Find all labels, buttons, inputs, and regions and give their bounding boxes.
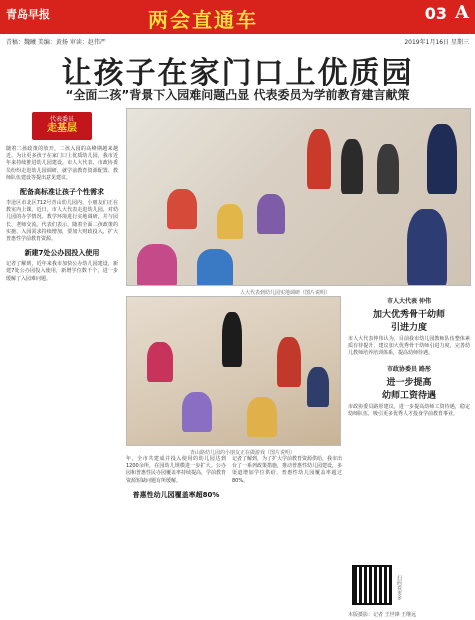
section-heading-3: 普惠性幼儿园覆盖率超80%	[132, 490, 220, 499]
sidebar-kicker-2: 市政协委员 路彤	[386, 365, 432, 373]
sidebar-heading-1b: 引进力度	[390, 323, 427, 333]
section2-text: 记者了解到，近年来我市加快公办幼儿园建设，新建7处公办园投入使用，新增学位数千个，进一步缓解了入园难问题。	[6, 261, 118, 282]
secondary-photo-caption: 青山路幼儿园的小朋友正在做游戏（图片说明）	[190, 450, 296, 456]
section-heading-1: 配备高标准让孩子个性需求	[20, 188, 104, 197]
mid-text-1: 年，全市共建成并投入使用的幼儿园达到1200余所，在园幼儿规模进一步扩大。公办园和普惠性民办园覆盖率持续提高，学前教育资源短缺问题有所缓解。	[126, 456, 227, 484]
photo-credits: 本版摄影：记者 王世锋 王继远	[348, 612, 417, 618]
page-letter: A	[455, 2, 469, 23]
sidebar-text-1: 市人大代表仲伟认为，目前我市幼儿园教师队伍整体素质有待提升，建议加大优秀骨干幼师引进力度，完善幼儿教师培养培训体系，提高幼师待遇。	[348, 336, 470, 357]
badge-line2: 走基层	[47, 123, 77, 134]
article-subheadline: “全面二孩”背景下入园难问题凸显 代表委员为学前教育建言献策	[65, 88, 410, 102]
sidebar-column	[348, 296, 470, 418]
section1-text: 李沧区市北区712号青山幼儿园内，小朋友们正在教室内上课。近日，市人大代表走进幼儿园，对幼儿园的办学情况、教学环境进行实地调研，并与园长、老师交流。代表们表示，随着全面二孩政策的实施，入园需求持续增加，要加大财政投入，扩大普惠性学前教育资源。	[6, 200, 118, 243]
main-photo	[126, 108, 471, 286]
main-photo-caption: 人大代表到幼儿园实地调研（图片说明）	[240, 290, 331, 296]
issue-date: 2019年1月16日 星期三	[404, 39, 469, 46]
sidebar-text-2: 市政协委员路彤建议，进一步提高幼师工资待遇，稳定幼师队伍，吸引更多优秀人才投身学前教育事业。	[348, 403, 470, 417]
page-info-bar	[0, 34, 475, 46]
article-headline: 让孩子在家门口上优质园	[61, 56, 414, 91]
sidebar-heading-2b: 幼师工资待遇	[381, 390, 436, 401]
sidebar-heading-2a: 进一步提高	[386, 377, 432, 388]
reporter-badge	[32, 112, 92, 140]
newspaper-logo: 青岛早报	[6, 8, 50, 21]
masthead	[0, 0, 475, 34]
mid-text-2: 记者了解到，为了扩大学前教育资源供给，我市出台了一系列政策措施，推动普惠性幼儿园建设，多渠道增加学位供给，普惠性幼儿园覆盖率超过80%。	[232, 456, 343, 484]
qr-code[interactable]	[352, 565, 392, 605]
lead-column	[6, 108, 118, 283]
section-heading-2: 新建7处公办园投入使用	[24, 249, 100, 258]
badge-line1: 代表委员	[49, 116, 74, 123]
middle-column	[126, 456, 226, 503]
secondary-photo	[126, 296, 341, 446]
editor-credits: 青稿：魏曦 美编：黄扬 审读：赵伟严	[6, 39, 106, 46]
sidebar-kicker-1: 市人大代表 仲伟	[386, 298, 432, 305]
lead-paragraph: 随着二孩政策的放开，二孩入园的高峰期越来越近。为让更多孩子在家门口上优质幼儿园，我市近年来持续推进幼儿园建设。市人大代表、市政协委员纷纷走进幼儿园调研，就学前教育资源配置、教师队伍建设等提出意见建议。	[6, 146, 118, 181]
qr-code-label: 扫码看更多	[396, 575, 402, 600]
middle-column-2	[232, 456, 342, 485]
sidebar-heading-1a: 加大优秀骨干幼师	[372, 310, 445, 320]
section-banner: 两会直通车	[148, 8, 258, 32]
page-number: 03	[424, 4, 447, 23]
